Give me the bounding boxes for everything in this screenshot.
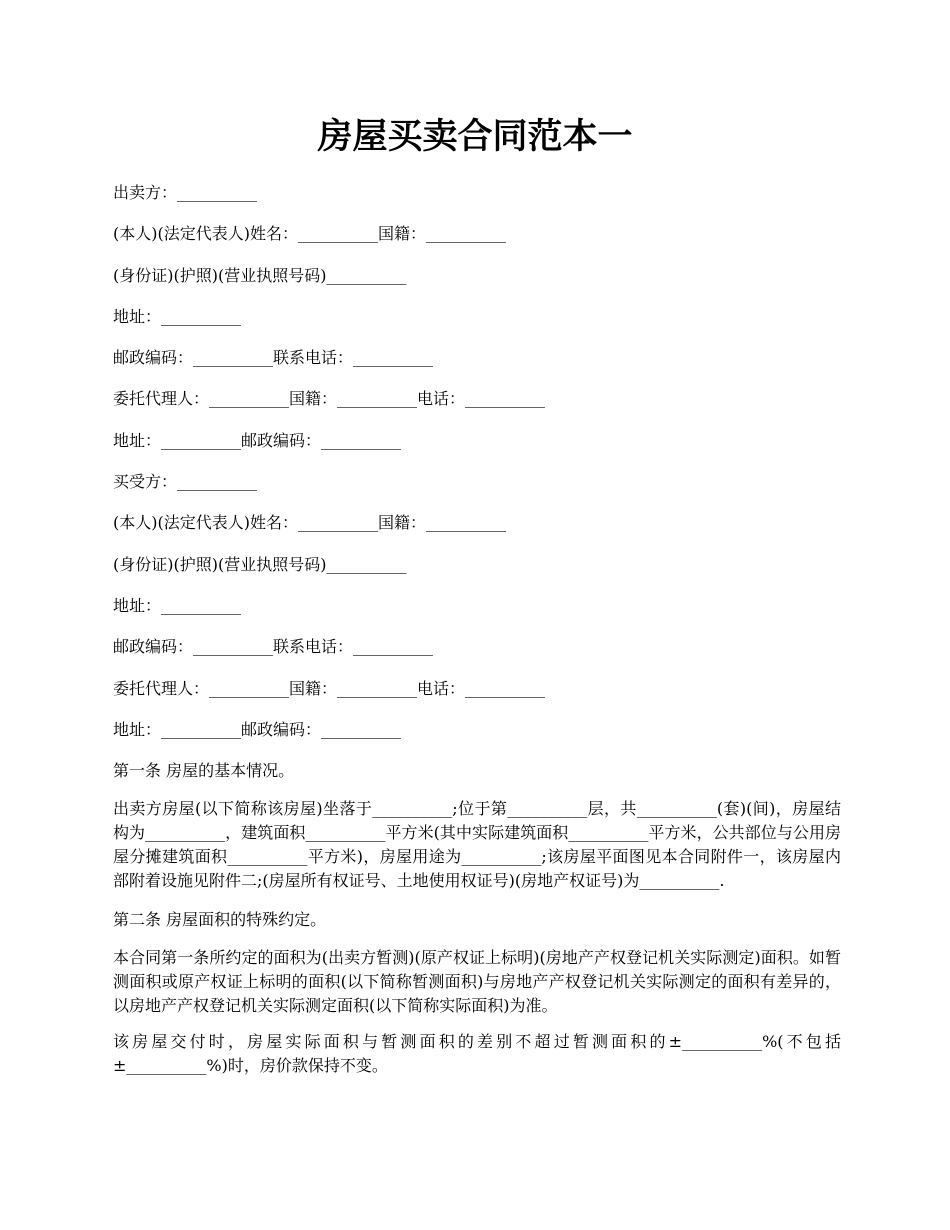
seller-id-number: (身份证)(护照)(营业执照号码)__________ xyxy=(113,265,407,285)
buyer-address: 地址：__________ xyxy=(113,595,242,615)
buyer-postcode-phone: 邮政编码：__________联系电话：__________ xyxy=(113,637,434,657)
seller-label: 出卖方：__________ xyxy=(113,183,258,202)
seller-agent: 委托代理人：__________国籍：__________电话：__________ xyxy=(113,389,546,409)
seller-name-nationality: (本人)(法定代表人)姓名：__________国籍：__________ xyxy=(113,224,506,244)
document-title: 房屋买卖合同范本一 xyxy=(317,117,633,157)
article-2-body-1: 本合同第一条所约定的面积为(出卖方暂测)(原产权证上标明)(房地产产权登记机关实际测定)面积。如暂测面积或原产权证上标明的面积(以下简称暂测面积)与房地产产权登记机关实际测定的面积有差异的，以房地产产权登记机关实际测定面积(以下简称实际面积)为准。 xyxy=(113,947,841,1015)
document-body xyxy=(113,178,841,1089)
buyer-label: 买受方：__________ xyxy=(113,472,258,492)
seller-postcode-phone: 邮政编码：__________联系电话：__________ xyxy=(113,348,434,368)
buyer-id-number: (身份证)(护照)(营业执照号码)__________ xyxy=(113,554,407,574)
buyer-agent-address: 地址：__________邮政编码：__________ xyxy=(113,719,402,739)
buyer-agent: 委托代理人：__________国籍：__________电话：__________ xyxy=(113,678,546,698)
seller-address: 地址：__________ xyxy=(113,306,242,326)
article-1-heading: 第一条 房屋的基本情况。 xyxy=(113,761,295,781)
article-2-body-2: 该房屋交付时，房屋实际面积与暂测面积的差别不超过暂测面积的±__________%(不包括±__________%)时，房价款保持不变。 xyxy=(113,1031,841,1075)
buyer-name-nationality: (本人)(法定代表人)姓名：__________国籍：__________ xyxy=(113,513,506,533)
article-1-body: 出卖方房屋(以下简称该房屋)坐落于__________;位于第__________层，共__________(套)(间)，房屋结构为__________，建筑面积__________平方米(其中实际建筑面积__________平方米，公共部位与公用房屋分摊建筑面积__________平方米)，房屋用途为__________;该房屋平面图见本合同附件一，该房屋内部附着设施见附件二;(房屋所有权证号、土地使用权证号)(房地产权证号)为__________. xyxy=(113,799,841,891)
article-2-heading: 第二条 房屋面积的特殊约定。 xyxy=(113,909,327,929)
seller-agent-address: 地址：__________邮政编码：__________ xyxy=(113,430,402,450)
